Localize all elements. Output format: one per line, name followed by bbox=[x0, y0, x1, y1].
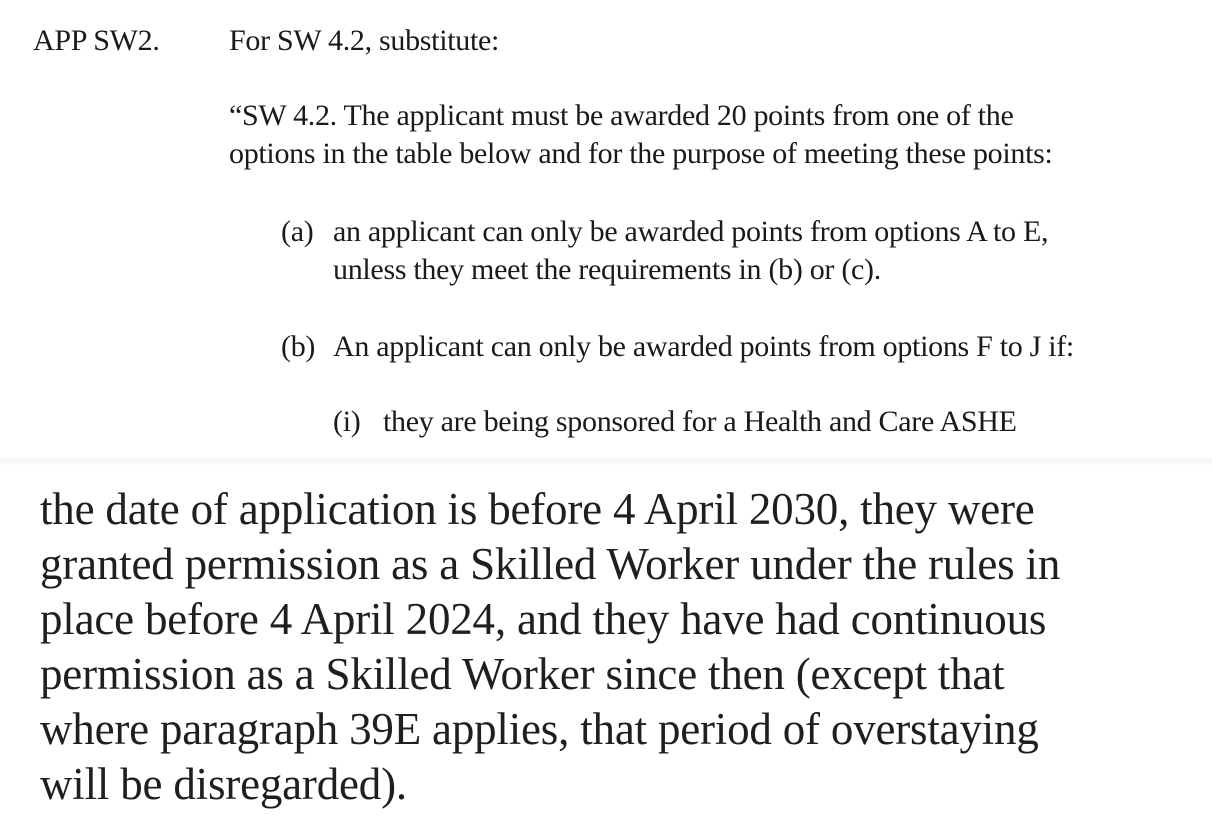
excerpt-line: the date of application is before 4 April 2030, they were bbox=[40, 484, 1035, 534]
excerpt-line: will be disregarded). bbox=[40, 759, 407, 809]
excerpt-line: where paragraph 39E applies, that period of overstaying bbox=[40, 704, 1039, 754]
item-a-line: an applicant can only be awarded points from options A to E, bbox=[333, 215, 1049, 248]
excerpt-line: permission as a Skilled Worker since then (except that bbox=[40, 649, 1005, 699]
item-b-marker: (b) bbox=[281, 330, 316, 363]
section-reference: APP SW2. bbox=[33, 24, 160, 57]
item-i-line: they are being sponsored for a Health and Care ASHE bbox=[383, 405, 1017, 438]
paragraph-line: options in the table below and for the purpose of meeting these points: bbox=[229, 137, 1053, 170]
item-b-line: An applicant can only be awarded points from options F to J if: bbox=[333, 330, 1074, 363]
item-a-line: unless they meet the requirements in (b) or (c). bbox=[333, 253, 881, 286]
excerpt-line: place before 4 April 2024, and they have had continuous bbox=[40, 594, 1047, 644]
item-a-marker: (a) bbox=[281, 215, 314, 248]
item-i-marker: (i) bbox=[333, 405, 361, 438]
section-heading: For SW 4.2, substitute: bbox=[229, 24, 500, 57]
crop-divider bbox=[0, 456, 1212, 466]
excerpt-line: granted permission as a Skilled Worker under the rules in bbox=[40, 539, 1061, 589]
paragraph-line: “SW 4.2. The applicant must be awarded 20 points from one of the bbox=[229, 99, 1014, 132]
